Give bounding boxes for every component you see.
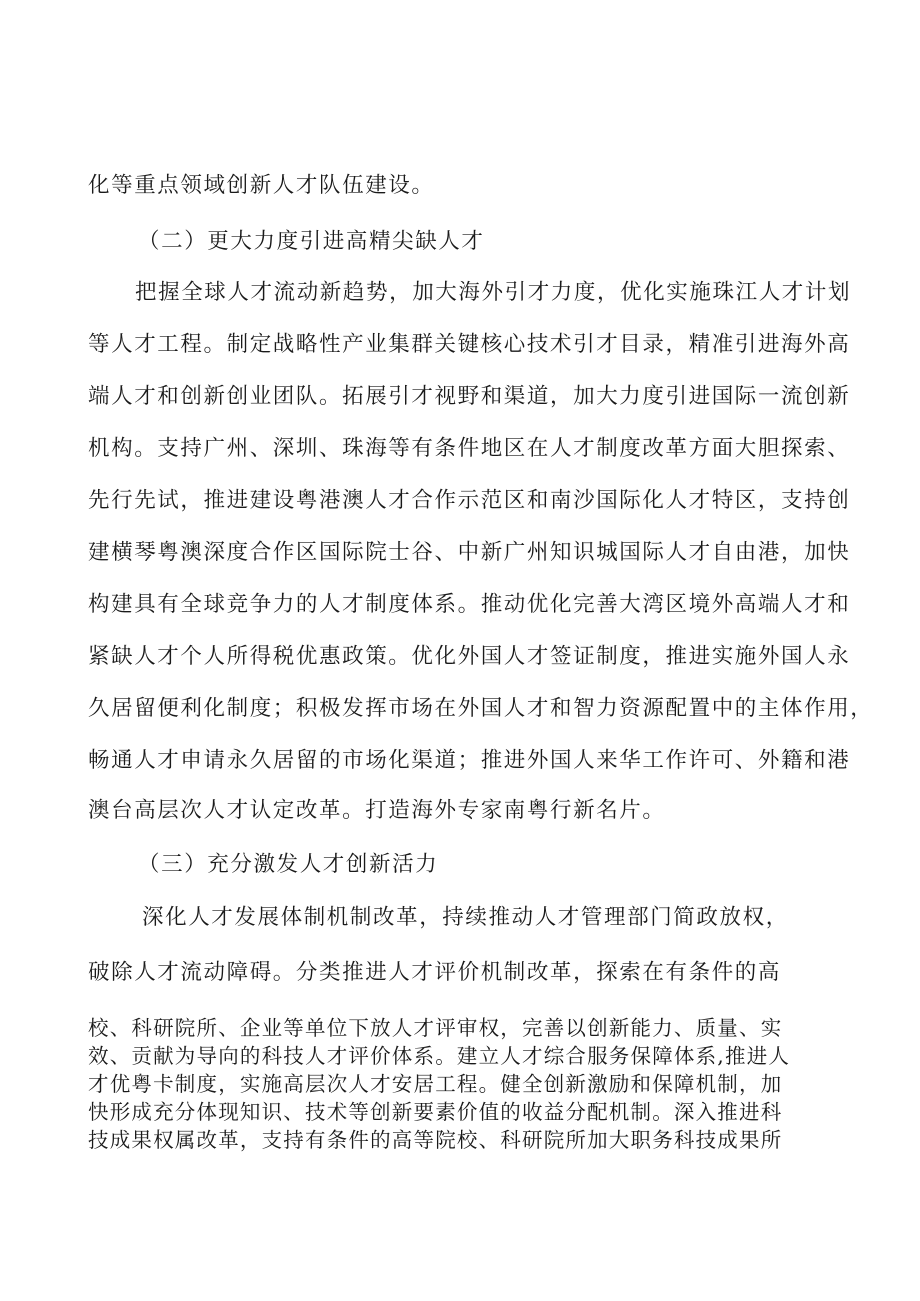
paragraph-line: 澳台高层次人才认定改革。打造海外专家南粤行新名片。: [88, 798, 666, 823]
paragraph-line: 紧缺人才个人所得税优惠政策。优化外国人才签证制度，推进实施外国人永: [88, 644, 851, 669]
paragraph-line: 效、贡献为导向的科技人才评价体系。建立人才综合服务保障体系,推进人: [88, 1044, 791, 1068]
paragraph-line: 构建具有全球竞争力的人才制度体系。推动优化完善大湾区境外高端人才和: [88, 592, 851, 617]
paragraph-line: 机构。支持广州、深圳、珠海等有条件地区在人才制度改革方面大胆探索、: [88, 436, 851, 461]
section-heading-3: （三）充分激发人才创新活力: [138, 852, 439, 877]
paragraph-line: 才优粤卡制度，实施高层次人才安居工程。健全创新激励和保障机制，加: [88, 1072, 783, 1096]
paragraph-line: 把握全球人才流动新趋势，加大海外引才力度，优化实施珠江人才计划: [135, 280, 852, 305]
paragraph-line: 等人才工程。制定战略性产业集群关键核心技术引才目录，精准引进海外高: [88, 332, 851, 357]
paragraph-line: 破除人才流动障碍。分类推进人才评价机制改革，探索在有条件的高: [88, 960, 782, 985]
paragraph-line: 端人才和创新创业团队。拓展引才视野和渠道，加大力度引进国际一流创新: [88, 384, 851, 409]
paragraph-line: 深化人才发展体制机制改革，持续推动人才管理部门简政放权，: [142, 905, 789, 930]
section-heading-2: （二）更大力度引进高精尖缺人才: [138, 229, 485, 254]
paragraph-tail-line: 化等重点领域创新人才队伍建设。: [88, 173, 435, 198]
paragraph-line: 先行先试，推进建设粤港澳人才合作示范区和南沙国际化人才特区，支持创: [88, 488, 851, 513]
paragraph-line: 快形成充分体现知识、技术等创新要素价值的收益分配机制。深入推进科: [88, 1100, 783, 1124]
paragraph-line: 校、科研院所、企业等单位下放人才评审权，完善以创新能力、质量、实: [88, 1016, 783, 1040]
paragraph-line: 技成果权属改革，支持有条件的高等院校、科研院所加大职务科技成果所: [88, 1128, 783, 1152]
paragraph-line: 久居留便利化制度；积极发挥市场在外国人才和智力资源配置中的主体作用，: [88, 696, 874, 721]
paragraph-line: 建横琴粤澳深度合作区国际院士谷、中新广州知识城国际人才自由港，加快: [88, 540, 851, 565]
paragraph-line: 畅通人才申请永久居留的市场化渠道；推进外国人来华工作许可、外籍和港: [88, 748, 851, 773]
